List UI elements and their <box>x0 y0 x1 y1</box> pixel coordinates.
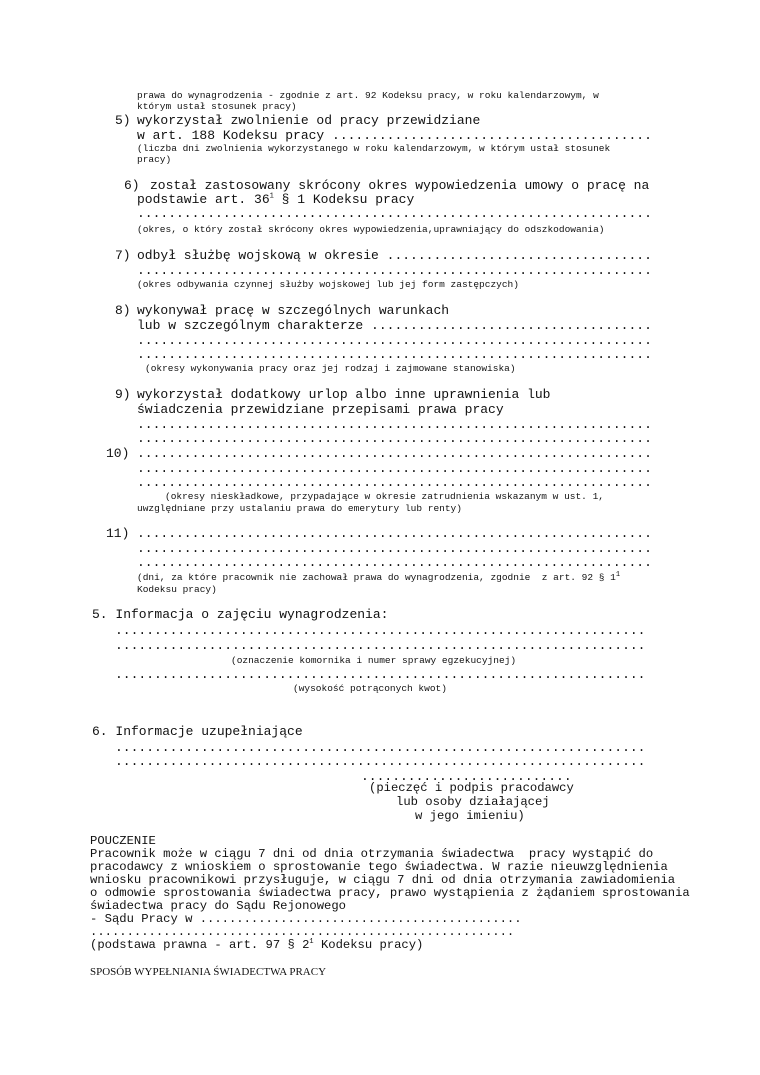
section-5-dots-3: .................................................................... <box>115 667 646 682</box>
pouczenie-line-1: Pracownik może w ciągu 7 dni od dnia otrzymania świadectwa pracy wystąpić do <box>90 847 654 861</box>
signature-caption-1: (pieczęć i podpis pracodawcy <box>369 781 574 795</box>
item-11-number: 11) <box>106 526 130 541</box>
legal-basis-text-b: Kodeksu pracy) <box>313 938 424 952</box>
section-6-heading: 6. Informacje uzupełniające <box>92 724 303 739</box>
section-5-heading: 5. Informacja o zajęciu wynagrodzenia: <box>92 607 389 622</box>
item-7-note: (okres odbywania czynnej służby wojskowej lub jej form zastępczych) <box>137 279 519 290</box>
item-9-dots-1: .................................................................. <box>137 417 652 432</box>
pouczenie-legal-basis <box>90 938 423 952</box>
item-9-line-1: wykorzystał dodatkowy urlop albo inne uprawnienia lub <box>137 387 551 402</box>
pouczenie-line-3: wniosku pracownikowi przysługuje, w ciągu 7 dni od dnia otrzymania zawiadomienia <box>90 873 676 887</box>
item-5-line-2: w art. 188 Kodeksu pracy ......................................... <box>137 128 652 143</box>
item-11-note-1 <box>137 572 620 583</box>
signature-caption-3: w jego imieniu) <box>415 809 525 823</box>
section-5-dots-2: .................................................................... <box>115 638 646 653</box>
item-8-line-2: lub w szczególnym charakterze .................................... <box>137 318 652 333</box>
item-6-line-2 <box>137 192 414 207</box>
item-6-dots: .................................................................. <box>137 206 652 221</box>
section-6-dots-1: .................................................................... <box>115 740 646 755</box>
section-5-note-2: (wysokość potrąconych kwot) <box>293 683 447 694</box>
item-7-dots: .................................................................. <box>137 263 652 278</box>
intro-line-1: prawa do wynagrodzenia - zgodnie z art. 92 Kodeksu pracy, w roku kalendarzowym, w <box>137 90 599 101</box>
legal-basis-sup: 1 <box>309 937 314 946</box>
item-6-line-2a: podstawie art. 36 <box>137 192 270 207</box>
item-10-dots-2: .................................................................. <box>137 461 652 476</box>
pouczenie-title: POUCZENIE <box>90 834 156 848</box>
item-11-note-1-text: (dni, za które pracownik nie zachował prawa do wynagrodzenia, zgodnie z art. 92 § 1 <box>137 572 616 583</box>
pouczenie-line-2: pracodawcy z wnioskiem o sprostowanie tego świadectwa. W razie nieuwzględnienia <box>90 860 668 874</box>
pouczenie-line-7: .......................................................... <box>90 925 515 939</box>
item-8-number: 8) <box>115 303 131 318</box>
item-10-note-2: uwzględniane przy ustalaniu prawa do emerytury lub renty) <box>137 503 462 514</box>
item-9-dots-2: .................................................................. <box>137 431 652 446</box>
item-11-dots-1: .................................................................. <box>137 526 652 541</box>
item-8-dots-2: .................................................................. <box>137 347 652 362</box>
item-6-sup: 1 <box>269 192 274 201</box>
item-10-dots-1: .................................................................. <box>137 446 652 461</box>
item-11-dots-3: .................................................................. <box>137 555 652 570</box>
item-5-note-1: (liczba dni zwolnienia wykorzystanego w roku kalendarzowym, w którym ustał stosunek <box>137 143 611 154</box>
section-5-note-1: (oznaczenie komornika i numer sprawy egzekucyjnej) <box>231 655 517 666</box>
pouczenie-line-5: świadectwa pracy do Sądu Rejonowego <box>90 899 346 913</box>
item-5-line-1: wykorzystał zwolnienie od pracy przewidziane <box>137 113 481 128</box>
signature-caption-2: lub osoby działającej <box>396 795 550 809</box>
item-6-number: 6) <box>124 178 140 193</box>
item-9-number: 9) <box>115 387 131 402</box>
item-8-note: (okresy wykonywania pracy oraz jej rodzaj i zajmowane stanowiska) <box>145 363 516 374</box>
item-10-dots-3: .................................................................. <box>137 475 652 490</box>
item-11-dots-2: .................................................................. <box>137 541 652 556</box>
item-10-number: 10) <box>106 446 130 461</box>
item-11-note-sup: 1 <box>615 570 621 579</box>
item-11-note-2: Kodeksu pracy) <box>137 584 217 595</box>
section-5-dots-1: .................................................................... <box>115 623 646 638</box>
item-7-line-1: odbył służbę wojskową w okresie .................................. <box>137 248 652 263</box>
legal-basis-text-a: (podstawa prawna - art. 97 § 2 <box>90 938 310 952</box>
instructions-heading: SPOSÓB WYPEŁNIANIA ŚWIADECTWA PRACY <box>90 966 327 978</box>
item-6-note: (okres, o który został skrócony okres wypowiedzenia,uprawniający do odszkodowania) <box>137 224 605 235</box>
section-6-dots-2: .................................................................... <box>115 754 646 769</box>
item-9-line-2: świadczenia przewidziane przepisami prawa pracy <box>137 402 504 417</box>
item-7-number: 7) <box>115 248 131 263</box>
item-10-note-1: (okresy nieskładkowe, przypadające w okresie zatrudnienia wskazanym w ust. 1, <box>165 491 604 502</box>
item-6-line-2b: § 1 Kodeksu pracy <box>273 192 415 207</box>
pouczenie-line-6: - Sądu Pracy w ............................................ <box>90 912 522 926</box>
item-8-line-1: wykonywał pracę w szczególnych warunkach <box>137 303 450 318</box>
item-8-dots-1: .................................................................. <box>137 333 652 348</box>
signature-dots: ........................... <box>361 769 572 784</box>
item-5-number: 5) <box>115 113 131 128</box>
pouczenie-line-4: o odmowie sprostowania świadectwa pracy, prawo wystąpienia z żądaniem sprostowania <box>90 886 690 900</box>
item-6-line-1: został zastosowany skrócony okres wypowiedzenia umowy o pracę na <box>150 178 650 193</box>
intro-line-2: którym ustał stosunek pracy) <box>137 101 297 112</box>
item-5-note-2: pracy) <box>137 154 172 165</box>
